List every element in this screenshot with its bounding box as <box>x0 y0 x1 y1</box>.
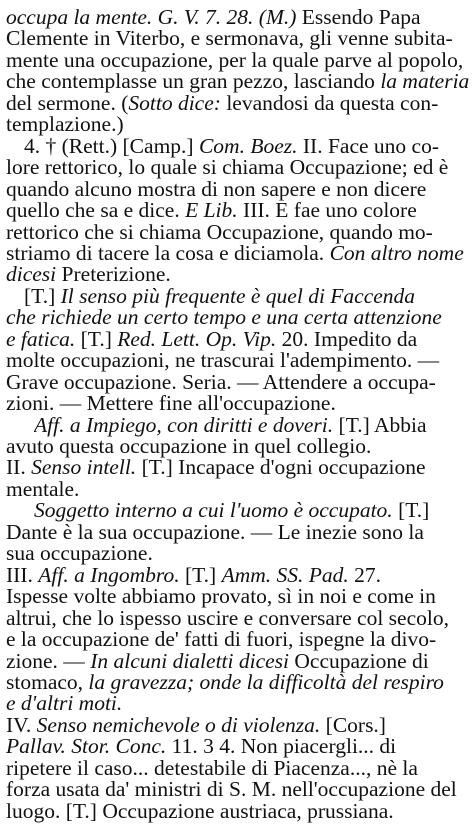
roman-text: zioni. — Mettere fine all'occupazione. <box>6 391 336 416</box>
italic-text: la materia <box>380 69 469 94</box>
italic-text: E Lib. <box>185 198 238 223</box>
roman-text: [Cors.] <box>320 712 386 737</box>
italic-text: Com. Boez. <box>198 133 298 158</box>
italic-text: Sotto dice: <box>128 90 221 115</box>
roman-text: 4. † (Rett.) [Camp.] <box>24 133 199 158</box>
italic-text: e d'altri moti. <box>6 691 123 716</box>
roman-text: [T.] <box>392 498 430 523</box>
roman-text: avuto questa occupazione in quel collegio. <box>6 434 372 458</box>
italic-text: occupa la mente. G. V. 7. 28. (M.) <box>6 5 297 29</box>
italic-text: e fatica. <box>6 326 76 351</box>
roman-text: levandosi da questa con- <box>220 90 439 115</box>
roman-text: III. <box>6 562 39 587</box>
italic-text: Amm. SS. Pad. <box>221 562 349 587</box>
italic-text: Aff. a Ingombro. <box>38 562 180 587</box>
roman-text: Dante è la sua occupazione. — Le inezie sono la <box>6 519 424 544</box>
roman-text: III. E fae uno colore <box>237 198 417 223</box>
roman-text: rettorico che si chiama Occupazione, quando mo- <box>6 219 433 244</box>
roman-text: altrui, che lo ispesso uscire e conversare col secolo, <box>6 605 449 630</box>
italic-text: Soggetto interno a cui l'uomo è occupato. <box>34 498 393 523</box>
roman-text: mente una occupazione, per la quale parve al popolo, <box>6 47 464 72</box>
roman-text: luogo. [T.] Occupazione austriaca, prussiana. <box>6 798 394 823</box>
italic-text: che richiede un certo tempo e una certa attenzione <box>6 305 442 330</box>
roman-text: [T.] Incapace d'ogni occupazione <box>136 455 426 480</box>
italic-text: dicesi <box>6 262 57 287</box>
roman-text: templazione.) <box>6 112 124 137</box>
roman-text: sua occupazione. <box>6 541 153 566</box>
italic-text: Senso nemichevole o di violenza. <box>36 712 321 737</box>
roman-text: forza usata da' ministri di S. M. nell'occupazione del <box>6 777 457 802</box>
roman-text: Clemente in Viterbo, e sermonava, gli venne subita- <box>6 26 453 51</box>
italic-text: Senso intell. <box>31 455 137 480</box>
italic-text: Aff. a Impiego, con diritti e doveri. <box>34 412 334 437</box>
italic-text: Con altro nome <box>329 240 464 265</box>
italic-text: Red. Lett. Op. Vip. <box>117 326 277 351</box>
roman-text: Essendo Papa <box>296 5 421 29</box>
roman-text: [T.] <box>75 326 118 351</box>
roman-text: del sermone. ( <box>6 90 129 115</box>
roman-text: molte occupazioni, ne trascurai l'adempimento. — <box>6 348 440 373</box>
roman-text: Occupazione di <box>289 648 429 673</box>
roman-text: 27. <box>348 562 382 587</box>
italic-text: la gravezza; onde la difficoltà del respiro <box>88 669 444 694</box>
roman-text: II. <box>6 455 32 480</box>
roman-text: 20. Impedito da <box>276 326 418 351</box>
roman-text: [T.] <box>179 562 222 587</box>
roman-text: IV. <box>6 712 37 737</box>
italic-text: Il senso più frequente è quel di Faccenda <box>60 283 416 308</box>
italic-text: Pallav. Stor. Conc. <box>6 734 167 759</box>
roman-text: stomaco, <box>6 669 89 694</box>
roman-text: che contemplasse un gran pezzo, lasciando <box>6 69 381 94</box>
roman-text: mentale. <box>6 476 80 501</box>
roman-text: ripetere il caso... detestabile di Piacenza..., nè la <box>6 755 418 780</box>
roman-text: quello che sa e dice. <box>6 198 186 223</box>
italic-text: In alcuni dialetti dicesi <box>90 648 290 673</box>
roman-text: 11. 3 4. Non piacergli... di <box>166 734 397 759</box>
roman-text: [T.] Abbia <box>333 412 427 437</box>
roman-text: zione. — <box>6 648 91 673</box>
roman-text: Grave occupazione. Seria. — Attendere a occupa- <box>6 369 436 394</box>
roman-text: quando alcuno mostra di non sapere e non dicere <box>6 176 427 201</box>
roman-text: lore rettorico, lo quale si chiama Occupazione; ed è <box>6 155 449 180</box>
roman-text: striamo di tacere la cosa e diciamola. <box>6 240 330 265</box>
text-line <box>6 798 469 825</box>
roman-text: Preterizione. <box>56 262 171 287</box>
roman-text: II. Face uno co- <box>297 133 439 158</box>
roman-text: [T.] <box>24 283 61 308</box>
roman-text: Ispesse volte abbiamo provato, sì in noi e come in <box>6 584 436 609</box>
roman-text: e la occupazione de' fatti di fuori, ispegne la divo- <box>6 627 437 652</box>
